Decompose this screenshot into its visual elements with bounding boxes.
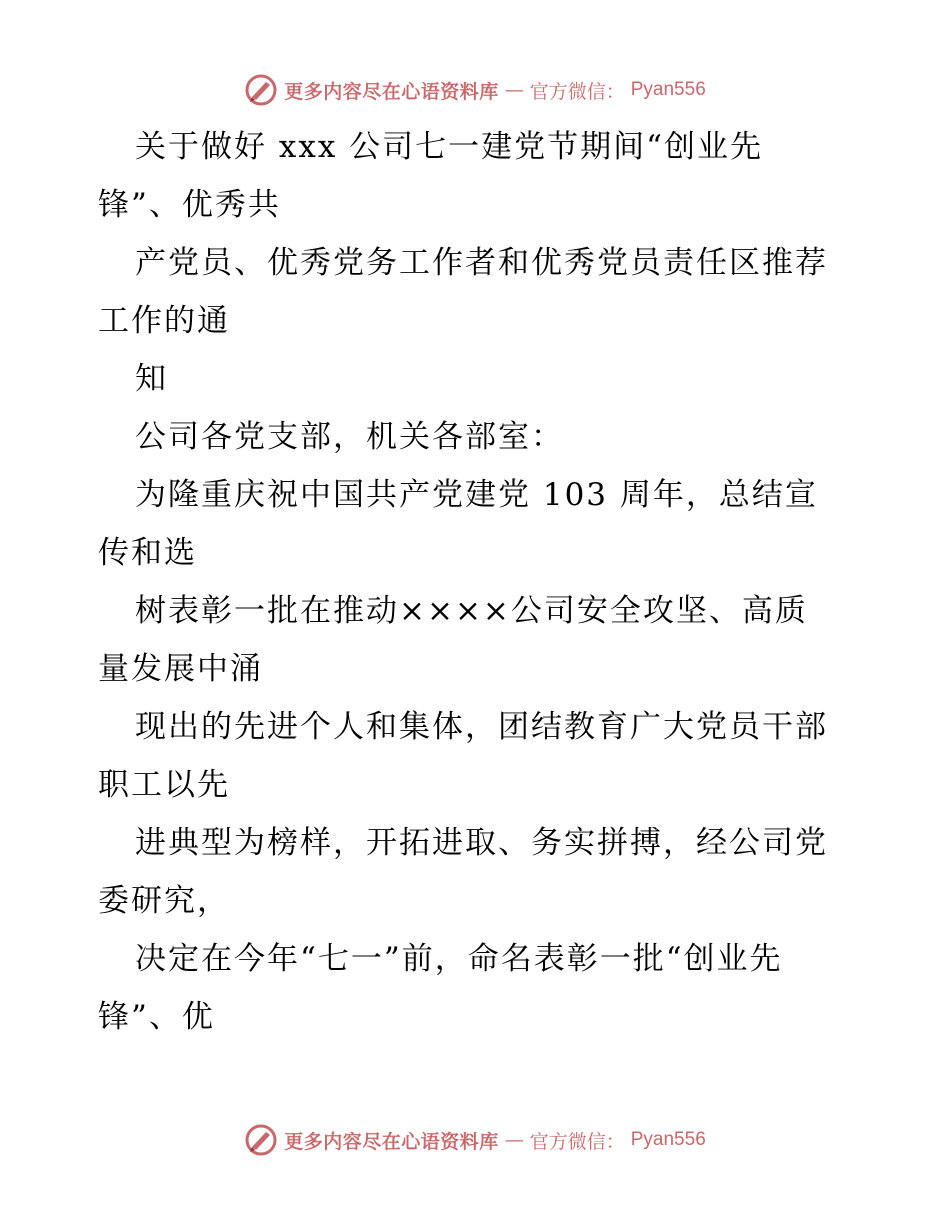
doc-line: 树表彰一批在推动××××公司安全攻坚、高质 — [135, 593, 808, 629]
footer-watermark — [0, 1120, 950, 1160]
pen-logo-icon — [244, 73, 278, 107]
doc-line: 知 — [135, 361, 168, 397]
doc-line: 公司各党支部，机关各部室： — [135, 419, 564, 455]
watermark-wechat-label: 官方微信： — [529, 80, 625, 103]
watermark-wechat-id: Pyan556 — [630, 79, 706, 100]
doc-line: 关于做好 xxx 公司七一建党节期间“创业先 — [135, 129, 764, 165]
watermark-brand: 更多内容尽在心语资料库 — [284, 1130, 499, 1153]
watermark-separator: — — [504, 1129, 524, 1151]
doc-line: 委研究， — [98, 883, 230, 919]
document-body — [98, 118, 858, 1046]
doc-line: 传和选 — [98, 535, 197, 571]
watermark-wechat-label: 官方微信： — [529, 1130, 625, 1153]
doc-line: 锋”、优 — [98, 999, 215, 1035]
doc-line: 量发展中涌 — [98, 651, 263, 687]
pen-logo-icon — [244, 1123, 278, 1157]
doc-line: 决定在今年“七一”前，命名表彰一批“创业先 — [135, 941, 783, 977]
doc-line: 产党员、优秀党务工作者和优秀党员责任区推荐 — [135, 245, 828, 281]
doc-line: 现出的先进个人和集体，团结教育广大党员干部 — [135, 709, 828, 745]
watermark-brand: 更多内容尽在心语资料库 — [284, 80, 499, 103]
doc-line: 工作的通 — [98, 303, 230, 339]
doc-line: 锋”、优秀共 — [98, 187, 281, 223]
doc-line: 职工以先 — [98, 767, 230, 803]
watermark-wechat-id: Pyan556 — [630, 1129, 706, 1150]
doc-line: 为隆重庆祝中国共产党建党 103 周年，总结宣 — [135, 477, 818, 513]
doc-line: 进典型为榜样，开拓进取、务实拼搏，经公司党 — [135, 825, 828, 861]
watermark-separator: — — [504, 79, 524, 101]
header-watermark — [0, 70, 950, 110]
